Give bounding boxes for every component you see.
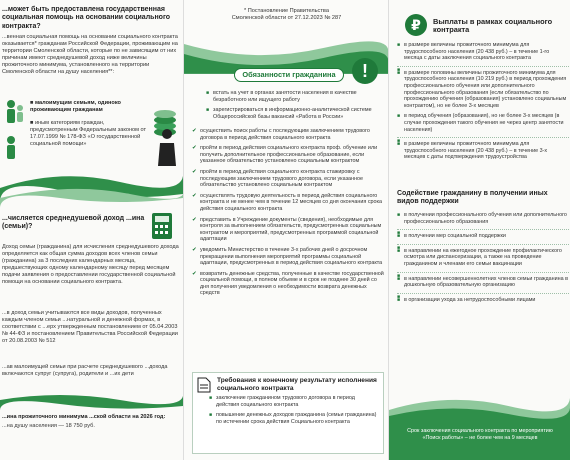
duty-item: ✔ представить в Учреждение документы (сведения), необходимые для контроля за выполнением обязательств, предусмотренных социальным контрактом и мероприятий, предусмотренных программой социальной адаптации xyxy=(192,217,384,243)
green-wave-bottom xyxy=(0,392,183,412)
payment-item: ■ в размере величины прожиточного минимума для трудоспособного населения (20 438 руб.) – в течение 1-го месяца с даты заключения социального контракта xyxy=(397,42,569,62)
q2-text: Доход семьи (гражданина) для исчисления среднедушевого дохода определяется как общая сумма доходов всех членов семьи (гражданина) за 3 последних календарных месяца, предшествующих одному календарному месяцу перед месяцем подачи заявления о предоставлении государственной социальной помощи на основании социального контракта. xyxy=(2,244,179,285)
q3-text: ...в доход семьи учитываются все виды доходов, полученных каждым членом семьи ...натуральной и денежной формах, в соответствии с ...ерх утвержденным постановлением от 05.04.2003 № 44-ФЗ и постановлением Правительства Российской Федерации от 20.08.2003 № 512 xyxy=(2,310,178,344)
duty-item: ✔ пройти в период действия социального контракта стажировку с последующим заключением трудового договора, если указанное обязательство установлено социальным контрактом xyxy=(192,169,384,189)
document-icon xyxy=(197,377,211,393)
family-illustration-icon xyxy=(2,98,28,168)
q1-block xyxy=(2,6,180,76)
subsistence-minimum: ...ина прожиточного минимума ...ской области на 2026 год: ...на душу населения — 18 750 руб. xyxy=(2,414,166,429)
payment-item: ■ в размере половины величины прожиточного минимума для трудоспособного населения (10 219 руб.) в период прохождения профессионального обучения или дополнительного профессионального образования (если обязательство по прохождению обучения (образования) установлено социальным контрактом), но не более 3-х месяцев xyxy=(397,70,569,110)
duty-item: ✔ осуществлять трудовую деятельность в период действия социального контракта и не менее чем в течение 12 месяцев со дня окончания срока действия социального контракта xyxy=(192,193,384,213)
step-job-database-registration: ■ зарегистрироваться в информационно-аналитической системе Общероссийской базы вакансий «Работа в России» xyxy=(206,107,376,120)
requirements-title: Требования к конечному результату исполнения социального контракта xyxy=(217,377,377,392)
support-item: ■ в организации ухода за нетрудоспособными лицами xyxy=(397,297,569,304)
registration-steps xyxy=(206,90,376,124)
q4-text: ...ав малоимущей семьи при расчете среднедушевого ...дохода включаются супруг (супруга), родители и ...их дети xyxy=(2,364,168,377)
requirement-item: ■ заключение гражданином трудового договора в период действия социального контракта xyxy=(209,395,377,408)
payment-item: ■ в период обучения (образования), но не более 3-х месяцев (в случае прохождения такого обучения не через центр занятости населения) xyxy=(397,113,569,133)
payment-item: ■ в размере величины прожиточного минимума для трудоспособного населения (20 438 руб.) – в течение 3-х месяцев с даты подтверждения трудоустройства xyxy=(397,141,569,161)
duties-title-box xyxy=(234,68,344,82)
calculator-icon xyxy=(150,212,174,240)
decree-reference: * Постановление Правительства Смоленской области от 27.12.2023 № 287 xyxy=(231,8,342,21)
requirements-box xyxy=(192,372,384,454)
duties-title: Обязанности гражданина xyxy=(242,70,336,79)
duty-item: ✔ уведомить Министерство в течение 3-х рабочих дней о досрочном прекращении выполнения мероприятий программы социальной адаптации, предусмотренных в период действия социального контракта xyxy=(192,247,384,267)
green-wave-divider xyxy=(0,168,183,208)
person-icon xyxy=(155,128,180,168)
payments-list xyxy=(397,42,569,165)
payments-title: Выплаты в рамках социального контракта xyxy=(433,17,553,35)
categories-list xyxy=(30,100,150,148)
category-low-income: ■ малоимущим семьям, одиноко проживающим гражданам xyxy=(30,100,121,113)
q1-title: ...может быть предоставлена государственная социальная помощь на основании социального контракта? xyxy=(2,6,171,30)
right-panel xyxy=(388,0,570,460)
support-list xyxy=(397,212,569,307)
duty-item: ✔ пройти в период действия социального контракта проф. обучение или получить дополнительное профессиональное образование, если указанное обязательство установлено социальным контрактом xyxy=(192,145,384,165)
support-item: ■ в получении профессионального обучения или дополнительного профессионального образования xyxy=(397,212,569,225)
support-item: ■ в направлении несовершеннолетних членов семьи гражданина в дошкольную образовательную организацию xyxy=(397,276,569,289)
duty-item: ✔ осуществить поиск работы с последующим заключением трудового договора в период действия социального контракта xyxy=(192,128,384,141)
duties-list xyxy=(192,128,384,301)
q2-title: ...числяется среднедушевой доход ...ина (семьи)? xyxy=(2,215,145,231)
footer-band xyxy=(389,420,570,460)
step-employment-registration: ■ встать на учет в органах занятости населения в качестве безработного или ищущего работу xyxy=(206,90,376,103)
contract-term-note: Срок заключения социального контракта по мероприятию «Поиск работы» – не более чем на 9 месяцев xyxy=(407,428,553,441)
q1-text: ...венная социальная помощь на основании социального контракта оказывается* гражданам Российской Федерации, проживающим на территории Смоленской области, которые по не зависящим от них причинам имеют среднедушевой доход ниже величины прожиточного минимума, установленного на территории Смоленской области на душу населения**: xyxy=(2,34,178,76)
requirement-item: ■ повышение денежных доходов гражданина (семьи гражданина) по истечении срока действия Социального контракта xyxy=(209,412,377,425)
support-item: ■ в получении мер социальной поддержки xyxy=(397,233,569,240)
left-panel xyxy=(0,0,183,460)
category-other: ■ иным категориям граждан, предусмотренным Федеральным законом от 17.07.1999 № 178-ФЗ «О государственной социальной помощи» xyxy=(30,120,147,147)
green-wave-footer xyxy=(389,392,570,422)
duty-item: ✔ возвратить денежные средства, полученные в качестве государственной социальной помощи, в полном объеме и в срок не позднее 30 дней со дня получения уведомления о необходимости возврата денежных средств xyxy=(192,271,384,297)
support-title: Содействие гражданину в получении иных видов поддержки xyxy=(397,190,548,206)
support-item: ■ в направлении на ежегодное прохождение профилактического осмотра или диспансеризации, а также на проведение гражданином и членами его семьи вакцинации xyxy=(397,248,569,268)
exclamation-icon: ! xyxy=(352,58,378,84)
ruble-icon: ₽ xyxy=(405,14,427,36)
middle-panel xyxy=(183,0,388,460)
